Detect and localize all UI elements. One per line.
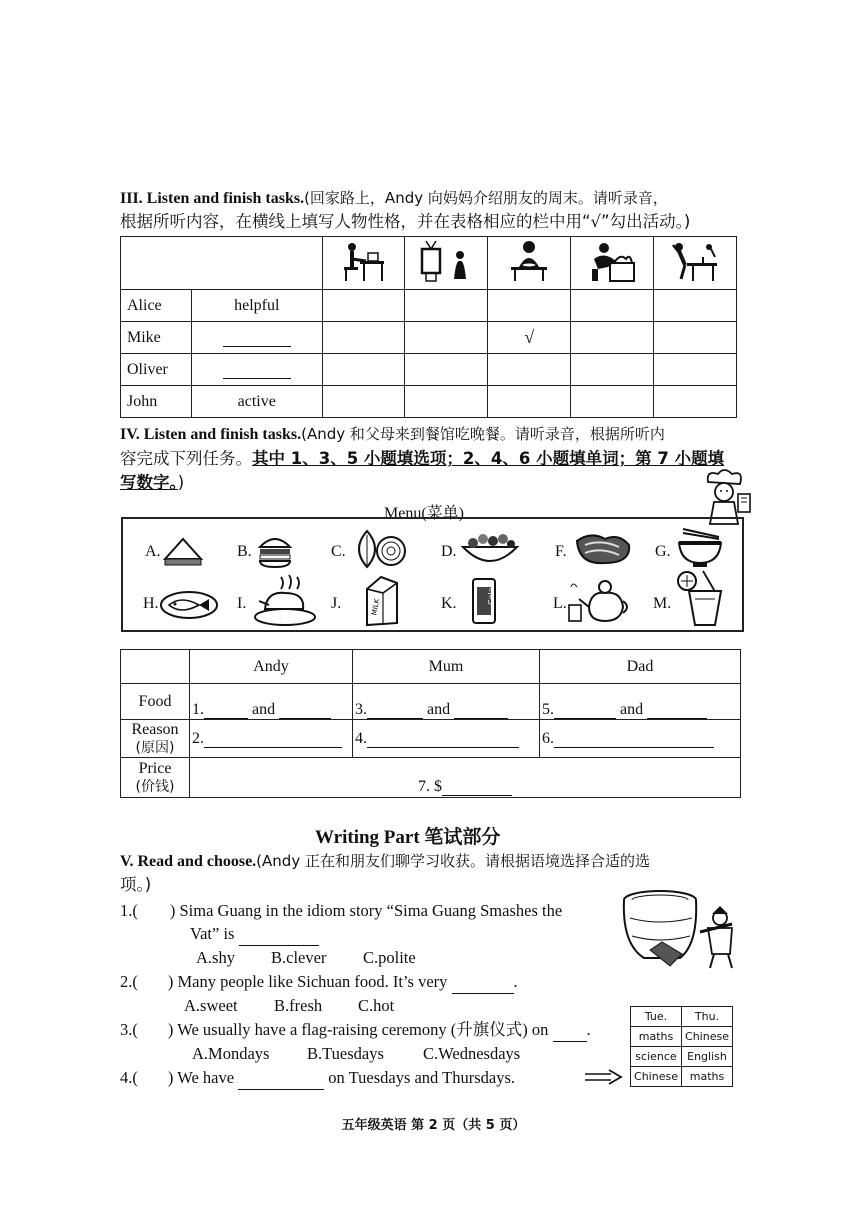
watching-tv-icon bbox=[420, 239, 472, 283]
check-cell[interactable] bbox=[405, 354, 488, 386]
answer-blank[interactable] bbox=[279, 702, 331, 719]
option[interactable]: A.shy bbox=[196, 948, 235, 967]
timetable-cell: Chinese bbox=[631, 1067, 682, 1087]
question-number: 2.( bbox=[120, 972, 138, 991]
section4-table bbox=[120, 649, 741, 798]
activity-cooking bbox=[571, 237, 654, 290]
answer-blank[interactable] bbox=[239, 929, 319, 946]
timetable bbox=[630, 1006, 733, 1087]
reason-label-cell bbox=[121, 720, 190, 758]
header-dad: Dad bbox=[540, 650, 741, 684]
sandwich-icon bbox=[163, 533, 203, 569]
timetable-cell: maths bbox=[631, 1027, 682, 1047]
question-number: 3.( bbox=[120, 1020, 138, 1039]
menu-letter: B. bbox=[237, 543, 252, 560]
check-cell[interactable]: √ bbox=[488, 322, 571, 354]
question-number: 1.( bbox=[120, 901, 138, 920]
activity-eating bbox=[488, 237, 571, 290]
check-cell[interactable] bbox=[571, 354, 654, 386]
section4-instruction-c-line bbox=[120, 471, 184, 495]
table-row bbox=[121, 386, 737, 418]
q-number: 2. bbox=[192, 729, 204, 747]
menu-letter: D. bbox=[441, 543, 457, 560]
section3-heading bbox=[120, 186, 668, 211]
q-number: 3. bbox=[355, 701, 367, 718]
question-2-options bbox=[184, 994, 394, 1018]
reason-label: Reason bbox=[131, 720, 179, 738]
option[interactable]: A.Mondays bbox=[192, 1044, 270, 1063]
salad-icon bbox=[459, 529, 521, 569]
menu-letter: C. bbox=[331, 543, 346, 560]
check-cell[interactable] bbox=[488, 386, 571, 418]
answer-blank[interactable] bbox=[367, 702, 423, 719]
section4-title: IV. Listen and finish tasks. bbox=[120, 426, 302, 443]
reason-row bbox=[121, 720, 741, 758]
check-cell[interactable] bbox=[322, 290, 405, 322]
food-row bbox=[121, 684, 741, 720]
svg-text:MILK: MILK bbox=[370, 598, 382, 616]
period: . bbox=[513, 972, 518, 991]
question-text: ) Sima Guang in the idiom story “Sima Guang Smashes the bbox=[169, 901, 563, 920]
right-arrow-icon bbox=[583, 1068, 623, 1086]
teapot-icon bbox=[567, 577, 631, 625]
food-cell-mum bbox=[353, 684, 540, 720]
menu-letter: I. bbox=[237, 595, 247, 612]
corner-cell bbox=[121, 650, 190, 684]
name-cell: Oliver bbox=[121, 354, 192, 386]
svg-text:Cola: Cola bbox=[487, 587, 496, 605]
section4-instruction-b: 容完成下列任务。 bbox=[120, 449, 252, 468]
menu-letter: F. bbox=[555, 543, 567, 560]
menu-title: Menu(菜单) bbox=[384, 505, 464, 522]
reason-cell-mum bbox=[353, 720, 540, 758]
check-cell[interactable] bbox=[405, 322, 488, 354]
noodles-bowl-icon bbox=[675, 527, 725, 569]
header-andy: Andy bbox=[190, 650, 353, 684]
answer-blank[interactable] bbox=[553, 1025, 587, 1042]
section5-instruction-b: 项。) bbox=[120, 875, 152, 894]
check-cell[interactable] bbox=[405, 386, 488, 418]
trait-cell: helpful bbox=[191, 290, 322, 322]
q-number: 4. bbox=[355, 729, 367, 747]
price-label-cn: (价钱) bbox=[135, 778, 175, 795]
answer-blank[interactable] bbox=[647, 702, 707, 719]
section4-instruction-c-underlined: 写数字。 bbox=[120, 473, 178, 492]
section3-instruction-b: 根据所听内容，在横线上填写人物性格，并在表格相应的栏中用“√”勾出活动。) bbox=[120, 212, 691, 231]
answer-blank[interactable] bbox=[204, 731, 342, 748]
food-cell-andy bbox=[190, 684, 353, 720]
hamburger-icon bbox=[257, 531, 293, 569]
timetable-header: Thu. bbox=[682, 1007, 733, 1027]
steak-icon bbox=[571, 529, 635, 569]
check-cell[interactable] bbox=[571, 290, 654, 322]
price-label: Price bbox=[138, 759, 172, 777]
reason-label-cn: (原因) bbox=[135, 739, 175, 756]
food-label: Food bbox=[121, 684, 190, 720]
name-cell: Mike bbox=[121, 322, 192, 354]
period: . bbox=[586, 1020, 591, 1039]
page-footer: 五年级英语 第 2 页（共 5 页） bbox=[341, 1118, 526, 1133]
question-text: ) We have bbox=[167, 1068, 235, 1087]
section4-instruction-a: (Andy 和父母来到餐馆吃晚餐。请听录音，根据所听内 bbox=[301, 425, 665, 443]
table-row bbox=[121, 290, 737, 322]
corner-cell bbox=[121, 237, 323, 290]
option[interactable]: B.clever bbox=[271, 948, 327, 967]
check-cell[interactable] bbox=[488, 290, 571, 322]
header-mum: Mum bbox=[353, 650, 540, 684]
section4-instruction-b-underlined: 其中 1、3、5 小题填选项；2、4、6 小题填单词；第 7 小题填 bbox=[252, 449, 725, 468]
trait-blank[interactable] bbox=[223, 362, 291, 379]
question-3-options bbox=[192, 1042, 520, 1066]
milk-carton-icon bbox=[359, 575, 405, 627]
answer-blank[interactable] bbox=[452, 977, 514, 994]
check-cell[interactable] bbox=[488, 354, 571, 386]
price-label-cell bbox=[121, 758, 190, 798]
check-cell[interactable] bbox=[571, 322, 654, 354]
question-4 bbox=[120, 1066, 515, 1090]
q-number: 6. bbox=[542, 729, 554, 747]
timetable-cell: English bbox=[682, 1047, 733, 1067]
menu-letter: H. bbox=[143, 595, 159, 612]
question-text: Vat” is bbox=[190, 924, 235, 943]
option[interactable]: B.Tuesdays bbox=[307, 1044, 384, 1063]
menu-box bbox=[121, 517, 744, 632]
activity-homework bbox=[322, 237, 405, 290]
section5-title: V. Read and choose. bbox=[120, 853, 257, 870]
option[interactable]: C.polite bbox=[363, 948, 416, 967]
trait-cell: active bbox=[191, 386, 322, 418]
check-cell[interactable] bbox=[654, 322, 737, 354]
section4-heading bbox=[120, 422, 665, 447]
and-word: and bbox=[252, 701, 276, 718]
section5-instruction-a: (Andy 正在和朋友们聊学习收获。请根据语境选择合适的选 bbox=[256, 852, 650, 870]
option[interactable]: B.fresh bbox=[274, 996, 323, 1015]
trait-blank-cell[interactable] bbox=[191, 322, 322, 354]
answer-blank[interactable] bbox=[442, 779, 512, 796]
question-1 bbox=[120, 899, 562, 923]
check-cell[interactable] bbox=[322, 354, 405, 386]
check-cell[interactable] bbox=[571, 386, 654, 418]
activity-pingpong bbox=[654, 237, 737, 290]
section3-title: III. Listen and finish tasks. bbox=[120, 190, 305, 207]
answer-blank[interactable] bbox=[554, 702, 616, 719]
reason-cell-andy bbox=[190, 720, 353, 758]
timetable-cell: maths bbox=[682, 1067, 733, 1087]
section5-heading bbox=[120, 849, 650, 874]
table-row bbox=[121, 354, 737, 386]
section4-instruction-c-end: ) bbox=[177, 473, 185, 492]
option[interactable]: C.Wednesdays bbox=[423, 1044, 521, 1063]
question-2 bbox=[120, 970, 518, 994]
and-word: and bbox=[427, 701, 451, 718]
menu-letter: M. bbox=[653, 595, 672, 612]
cooking-icon bbox=[586, 239, 638, 283]
check-cell[interactable] bbox=[322, 386, 405, 418]
fish-icon bbox=[159, 585, 219, 621]
answer-blank[interactable] bbox=[204, 702, 248, 719]
question-text: ) We usually have a flag-raising ceremony (升旗仪式) on bbox=[167, 1020, 549, 1039]
writing-title-cn: 笔试部分 bbox=[424, 826, 501, 848]
question-text: on Tuesdays and Thursdays. bbox=[328, 1068, 516, 1087]
q-number: 5. bbox=[542, 701, 554, 718]
price-row bbox=[121, 758, 741, 798]
answer-blank[interactable] bbox=[554, 731, 714, 748]
activity-tv bbox=[405, 237, 488, 290]
section3-instruction-a: (回家路上，Andy 向妈妈介绍朋友的周末。请听录音， bbox=[304, 189, 668, 207]
cola-can-icon bbox=[469, 575, 499, 627]
name-cell: Alice bbox=[121, 290, 192, 322]
price-cell bbox=[190, 758, 741, 798]
answer-blank[interactable] bbox=[367, 731, 519, 748]
name-cell: John bbox=[121, 386, 192, 418]
writing-part-title bbox=[315, 822, 500, 849]
q-number: 1. bbox=[192, 701, 204, 718]
timetable-header: Tue. bbox=[631, 1007, 682, 1027]
question-3 bbox=[120, 1018, 591, 1042]
question-1-line2 bbox=[190, 922, 319, 946]
menu-letter: J. bbox=[331, 595, 342, 612]
trait-blank[interactable] bbox=[223, 330, 291, 347]
menu-letter: L. bbox=[553, 595, 567, 612]
menu-letter: A. bbox=[145, 543, 161, 560]
timetable-cell: science bbox=[631, 1047, 682, 1067]
check-cell[interactable] bbox=[322, 322, 405, 354]
check-cell[interactable] bbox=[654, 386, 737, 418]
option[interactable]: A.sweet bbox=[184, 996, 238, 1015]
timetable-cell: Chinese bbox=[682, 1027, 733, 1047]
price-number: 7. $ bbox=[418, 778, 442, 795]
menu-letter: G. bbox=[655, 543, 671, 560]
option[interactable]: C.hot bbox=[358, 996, 395, 1015]
reason-cell-dad bbox=[540, 720, 741, 758]
answer-blank[interactable] bbox=[238, 1073, 324, 1090]
trait-blank-cell[interactable] bbox=[191, 354, 322, 386]
playing-ping-pong-icon bbox=[669, 239, 721, 283]
onion-icon bbox=[347, 527, 407, 571]
table-row bbox=[121, 322, 737, 354]
doing-homework-icon bbox=[340, 239, 388, 283]
eating-icon bbox=[505, 239, 553, 283]
answer-blank[interactable] bbox=[454, 702, 508, 719]
check-cell[interactable] bbox=[654, 290, 737, 322]
vat-story-icon bbox=[620, 888, 738, 970]
question-text: ) Many people like Sichuan food. It’s very bbox=[167, 972, 448, 991]
section3-table bbox=[120, 236, 737, 418]
food-cell-dad bbox=[540, 684, 741, 720]
question-1-options bbox=[196, 946, 416, 970]
menu-letter: K. bbox=[441, 595, 457, 612]
section4-instruction-b-line bbox=[120, 447, 724, 471]
writing-title-en: Writing Part bbox=[315, 827, 420, 848]
juice-icon bbox=[673, 569, 737, 627]
and-word: and bbox=[620, 701, 644, 718]
check-cell[interactable] bbox=[654, 354, 737, 386]
question-number: 4.( bbox=[120, 1068, 138, 1087]
roast-chicken-icon bbox=[251, 573, 317, 627]
check-cell[interactable] bbox=[405, 290, 488, 322]
